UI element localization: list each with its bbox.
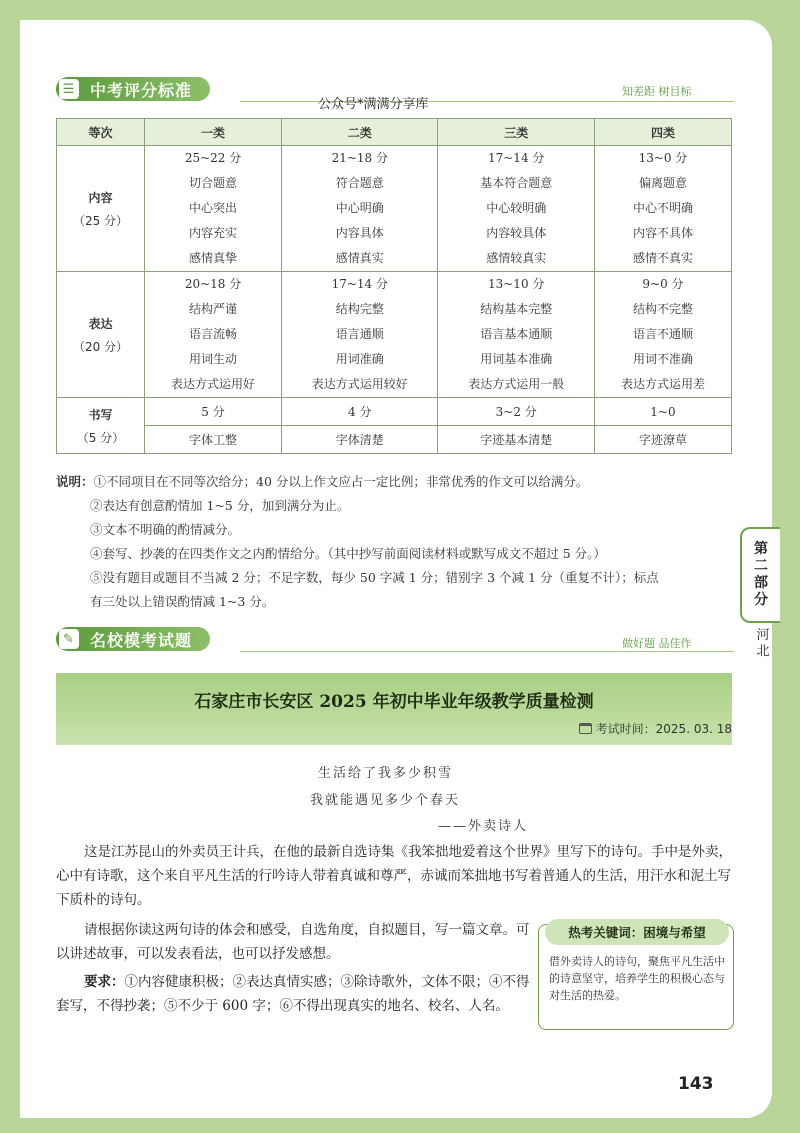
section-title-pill xyxy=(56,77,210,101)
part-tab xyxy=(740,527,780,623)
requirements-label: 要求： xyxy=(84,974,125,990)
note-text: ①不同项目在不同等次给分；40 分以上作文应占一定比例；非常优秀的作文可以给满分。 xyxy=(93,474,589,489)
cell-line: 表达方式运用好 xyxy=(171,377,256,391)
region-char: 河 xyxy=(756,628,770,643)
table-header: 等次 xyxy=(57,119,145,146)
cell-line: 中心不明确 xyxy=(632,201,693,215)
note-line: ⑤没有题目或题目不当减 2 分；不足字数，每少 50 字减 1 分；错别字 3 个减 1 分（重复不计）；标点 xyxy=(90,570,659,585)
table-header: 一类 xyxy=(145,119,282,146)
table-cell xyxy=(438,146,594,272)
cell-line: 语言流畅 xyxy=(189,327,238,341)
keyword-text: 借外卖诗人的诗句，聚焦平凡生活中的诗意坚守，培养学生的积极心态与对生活的热爱。 xyxy=(549,955,725,1002)
cell-line: 语言通顺 xyxy=(335,327,384,341)
table-cell: 字体清楚 xyxy=(282,426,438,454)
table-cell xyxy=(145,272,282,398)
region-tab xyxy=(752,622,774,666)
row-label-text: 内容 xyxy=(88,190,113,205)
cell-line: 结构严谨 xyxy=(189,302,238,316)
cell-line: 用词准确 xyxy=(335,352,384,366)
cell-line: 21~18 分 xyxy=(331,151,388,165)
table-cell xyxy=(594,272,731,398)
table-cell xyxy=(282,146,438,272)
section-title: 中考评分标准 xyxy=(90,80,193,100)
cell-line: 感情真实 xyxy=(335,251,384,265)
section-tagline: 知差距 树目标 xyxy=(622,85,692,98)
row-label-text: 书写 xyxy=(88,407,113,422)
cell-line: 感情不真实 xyxy=(632,251,693,265)
row-label xyxy=(57,146,145,272)
cell-line: 感情真挚 xyxy=(189,251,238,265)
cell-line: 用词生动 xyxy=(189,352,238,366)
cell-line: 基本符合题意 xyxy=(480,176,553,190)
cell-line: 结构不完整 xyxy=(632,302,693,316)
cell-line: 25~22 分 xyxy=(184,151,242,165)
cell-line: 结构完整 xyxy=(335,302,384,316)
cell-line: 中心突出 xyxy=(189,201,238,215)
requirements-text: ①内容健康积极；②表达真情实感；③除诗歌外，文体不限；④不得套写，不得抄袭；⑤不少于 600 字；⑥不得出现真实的地名、校名、人名。 xyxy=(56,974,530,1014)
row-label-points: （5 分） xyxy=(76,430,125,445)
table-row-writing-score xyxy=(57,398,732,426)
cell-line: 13~0 分 xyxy=(638,151,688,165)
table-cell xyxy=(438,272,594,398)
cell-line: 符合题意 xyxy=(335,176,384,190)
part-tab-char: 第 xyxy=(754,541,768,557)
cell-line: 偏离题意 xyxy=(638,176,687,190)
section-header-grading xyxy=(56,76,210,102)
cell-line: 表达方式运用较好 xyxy=(311,377,408,391)
poem-line: 我就能遇见多少个春天 xyxy=(310,793,461,808)
table-header: 三类 xyxy=(438,119,594,146)
cell-line: 语言不通顺 xyxy=(632,327,693,341)
cell-line: 用词基本准确 xyxy=(480,352,553,366)
cell-line: 17~14 分 xyxy=(487,151,545,165)
page-number: 143 xyxy=(678,1074,714,1094)
table-cell: 5 分 xyxy=(145,398,282,426)
cell-line: 结构基本完整 xyxy=(480,302,553,316)
poem-line: 生活给了我多少积雪 xyxy=(318,766,454,781)
table-cell xyxy=(145,146,282,272)
cell-line: 17~14 分 xyxy=(331,277,388,291)
row-label-text: 表达 xyxy=(88,316,113,331)
pen-icon: ✎ xyxy=(59,629,79,649)
cell-line: 切合题意 xyxy=(189,176,238,190)
section-tagline: 做好题 品佳作 xyxy=(622,637,692,650)
section-title-pill xyxy=(56,627,210,651)
cell-line: 表达方式运用差 xyxy=(620,377,705,391)
table-cell: 字体工整 xyxy=(145,426,282,454)
table-cell: 字迹基本清楚 xyxy=(438,426,594,454)
notes-label: 说明： xyxy=(56,474,94,489)
note-line: ③文本不明确的酌情减分。 xyxy=(90,522,241,537)
cell-line: 感情较真实 xyxy=(486,251,547,265)
part-tab-char: 二 xyxy=(754,558,768,574)
grading-table xyxy=(56,118,732,454)
document-icon: ☰ xyxy=(59,79,79,99)
divider xyxy=(240,651,734,652)
cell-line: 表达方式运用一般 xyxy=(468,377,565,391)
row-label-points: （20 分） xyxy=(72,339,129,354)
table-header: 四类 xyxy=(594,119,731,146)
exam-time xyxy=(579,720,732,737)
cell-line: 内容较具体 xyxy=(486,226,547,240)
note-line: ④套写、抄袭的在四类作文之内酌情给分。（其中抄写前面阅读材料或默写成文不超过 5 分。） xyxy=(90,546,606,561)
part-tab-char: 部 xyxy=(754,575,768,591)
part-tab-char: 分 xyxy=(754,592,768,608)
cell-line: 13~10 分 xyxy=(487,277,545,291)
cell-line: 20~18 分 xyxy=(184,277,242,291)
note-line: ②表达有创意酌情加 1~5 分，加到满分为止。 xyxy=(90,498,350,513)
table-row-expression xyxy=(57,272,732,398)
row-label xyxy=(57,272,145,398)
cell-line: 中心明确 xyxy=(335,201,384,215)
region-char: 北 xyxy=(756,644,770,659)
note-line: 有三处以上错误酌情减 1~3 分。 xyxy=(90,594,275,609)
exam-time-text: 考试时间：2025. 03. 18 xyxy=(595,722,732,736)
grading-notes xyxy=(56,470,736,614)
cell-line: 中心较明确 xyxy=(486,201,547,215)
cell-line: 内容具体 xyxy=(335,226,384,240)
table-header-row xyxy=(57,119,732,146)
cell-line: 语言基本通顺 xyxy=(480,327,553,341)
calendar-icon xyxy=(579,723,592,734)
poem-author: ——外卖诗人 xyxy=(438,819,529,834)
keyword-box xyxy=(538,924,734,1030)
table-cell: 字迹潦草 xyxy=(594,426,731,454)
requirements xyxy=(56,970,532,1018)
table-cell: 4 分 xyxy=(282,398,438,426)
table-cell xyxy=(282,272,438,398)
prompt-paragraph: 这是江苏昆山的外卖员王计兵，在他的最新自选诗集《我笨拙地爱着这个世界》里写下的诗句。手中是外卖，心中有诗歌，这个来自平凡生活的行吟诗人带着真诚和尊严，赤诚而笨拙地书写着普通人的生活，用汗水和泥土写下质朴的诗句。 xyxy=(56,844,732,908)
section-header-mock-exam xyxy=(56,626,210,652)
section-title: 名校模考试题 xyxy=(90,630,193,650)
table-row-writing-desc xyxy=(57,426,732,454)
table-cell xyxy=(594,146,731,272)
table-cell: 3~2 分 xyxy=(438,398,594,426)
table-row-content xyxy=(57,146,732,272)
exam-title: 石家庄市长安区 2025 年初中毕业年级教学质量检测 xyxy=(194,692,594,712)
divider xyxy=(240,101,734,102)
note-line xyxy=(56,470,736,494)
cell-line: 内容不具体 xyxy=(632,226,693,240)
watermark-text: 公众号*满满分享库 xyxy=(318,97,429,112)
cell-line: 用词不准确 xyxy=(632,352,693,366)
table-header: 二类 xyxy=(282,119,438,146)
row-label-points: （25 分） xyxy=(72,213,129,228)
keyword-heading: 热考关键词：困境与希望 xyxy=(545,919,729,945)
row-label xyxy=(57,398,145,454)
table-cell: 1~0 xyxy=(594,398,731,426)
cell-line: 内容充实 xyxy=(189,226,238,240)
prompt-paragraph: 请根据你读这两句诗的体会和感受，自选角度，自拟题目，写一篇文章。可以讲述故事，可以发表看法，也可以抒发感想。 xyxy=(56,922,530,962)
cell-line: 9~0 分 xyxy=(642,277,684,291)
